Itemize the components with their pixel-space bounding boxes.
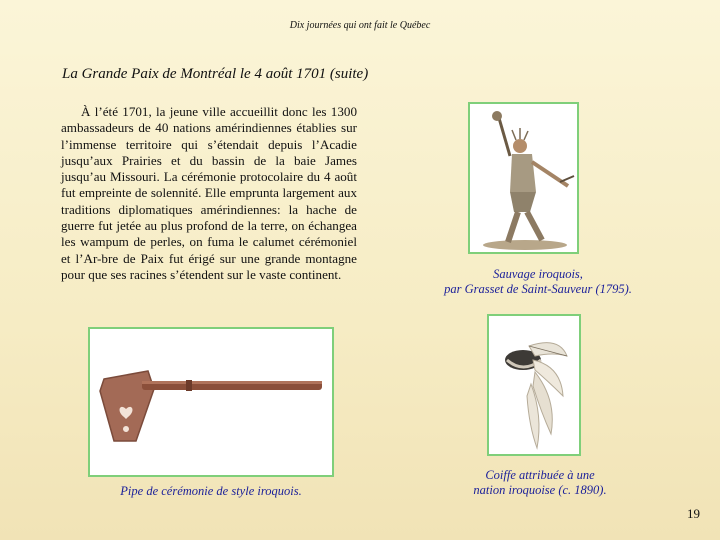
sauvage-iroquois-illustration	[470, 104, 577, 252]
coiffe-caption-line-1: Coiffe attribuée à une	[485, 468, 595, 482]
sauvage-iroquois-caption	[408, 267, 668, 297]
coiffe-caption-line-2: nation iroquoise (c. 1890).	[473, 483, 607, 497]
coiffe-illustration	[489, 316, 579, 454]
body-text	[61, 104, 357, 283]
coiffe-figure	[487, 314, 581, 456]
body-paragraph: À l’été 1701, la jeune ville accueillit donc les 1300 ambassadeurs de 40 nations amérindiennes établies sur l’immense territoire qui s’étendait depuis l’Acadie jusqu’aux Prairies et du bassin de la baie James jusqu’au Missouri. La cérémonie protocolaire du 4 août fut empreinte de solennité. Elle emprunta largement aux traditions diplomatiques amérindiennes: la hache de guerre fut jetée au plus profond de la terre, on échangea les wampum de perles, on fuma le calumet cérémoniel et l’Ar-bre de Paix fut érigé sur une grande montagne pour que ses racines s’étendent sur le vaste continent.	[61, 104, 357, 282]
page-number: 19	[687, 506, 700, 521]
sauvage-iroquois-figure	[468, 102, 579, 254]
pipe-caption: Pipe de cérémonie de style iroquois.	[120, 484, 302, 498]
coiffe-caption	[430, 468, 650, 498]
sauvage-caption-line-2: par Grasset de Saint-Sauveur (1795).	[444, 282, 632, 296]
sauvage-caption-line-1: Sauvage iroquois,	[493, 267, 583, 281]
ceremonial-pipe-illustration	[90, 329, 332, 475]
section-title: La Grande Paix de Montréal le 4 août 1701 (suite)	[62, 66, 369, 82]
running-header: Dix journées qui ont fait le Québec	[289, 20, 431, 31]
pipe-figure	[88, 327, 334, 477]
